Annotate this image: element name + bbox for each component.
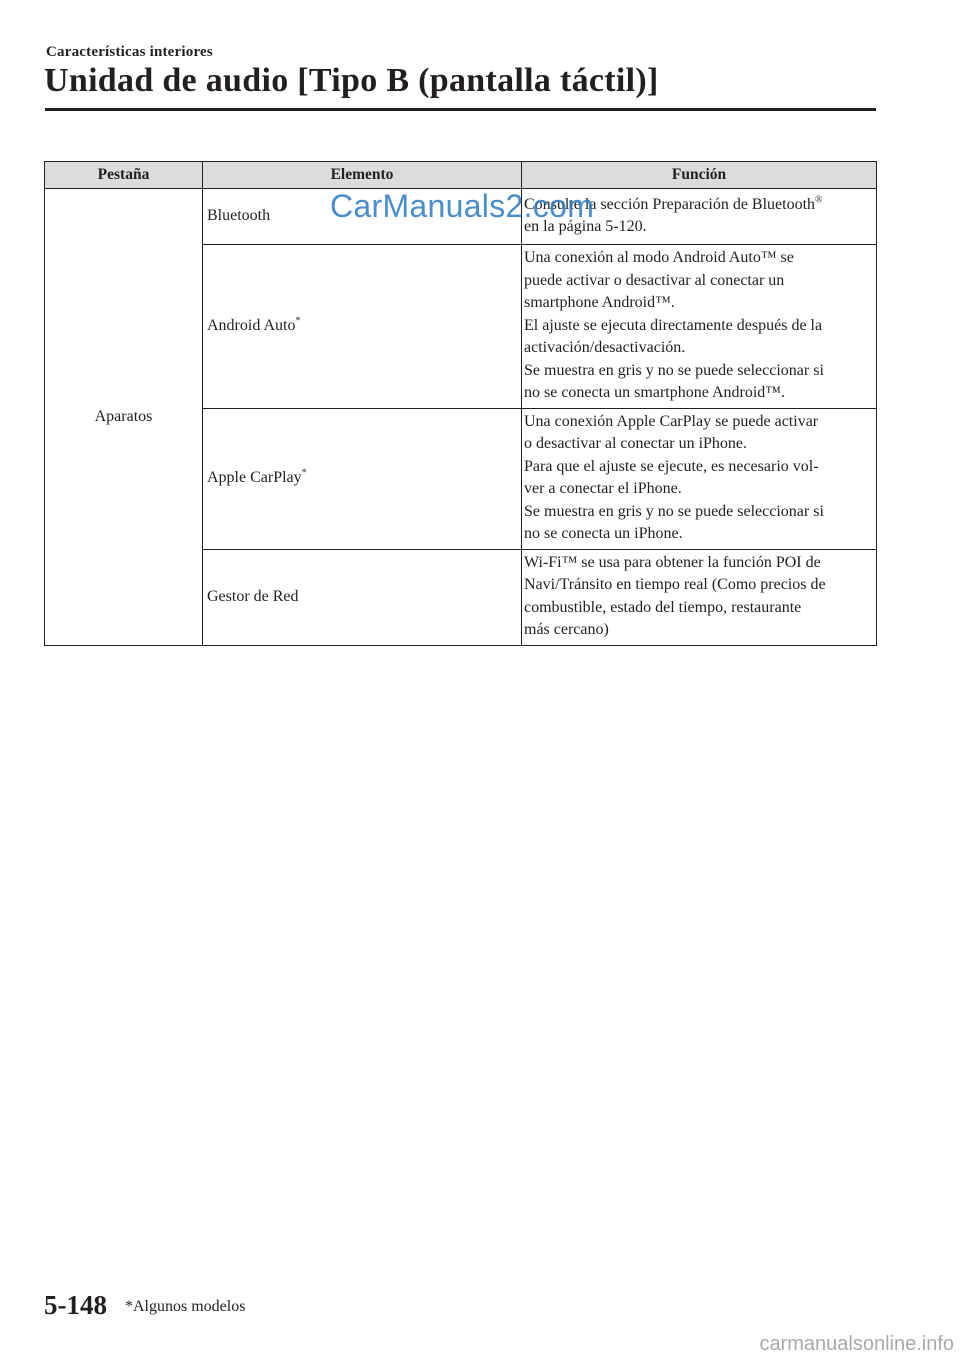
- column-header-tab: Pestaña: [45, 162, 203, 189]
- function-line: no se conecta un iPhone.: [524, 525, 683, 542]
- function-cell: [522, 549, 877, 645]
- function-line: Para que el ajuste se ejecute, es necesario vol-: [524, 457, 819, 475]
- function-line: Se muestra en gris y no se puede seleccionar si: [524, 361, 824, 379]
- section-label: Características interiores: [46, 44, 213, 60]
- page-number: 5-148: [44, 1290, 107, 1320]
- item-cell: [203, 245, 522, 409]
- footnote-mark: *: [301, 467, 307, 479]
- item-label: Bluetooth: [207, 207, 271, 225]
- title-divider: [45, 108, 876, 111]
- watermark: CarManuals2.com: [330, 188, 595, 224]
- function-line: puede activar o desactivar al conectar un: [524, 271, 785, 289]
- function-line: combustible, estado del tiempo, restaurante: [524, 598, 802, 616]
- function-line: Wi-Fi™ se usa para obtener la función POI de: [524, 553, 821, 571]
- function-line: Se muestra en gris y no se puede seleccionar si: [524, 502, 824, 520]
- function-line: o desactivar al conectar un iPhone.: [524, 435, 748, 452]
- footnote: *Algunos modelos: [125, 1298, 246, 1315]
- table-header-row: [45, 162, 877, 189]
- footnote-mark: *: [295, 315, 301, 327]
- function-line: Una conexión al modo Android Auto™ se: [524, 249, 794, 266]
- function-text: Consulte la sección Preparación de Bluetooth: [524, 195, 816, 213]
- function-line: en la página 5-120.: [524, 218, 647, 235]
- item-cell: [203, 549, 522, 645]
- function-line: no se conecta un smartphone Android™.: [524, 384, 785, 401]
- tab-cell-aparatos: Aparatos: [45, 189, 203, 646]
- function-line: smartphone Android™.: [524, 294, 675, 311]
- function-cell: [522, 245, 877, 409]
- function-line: más cercano): [524, 621, 609, 638]
- function-line: Una conexión Apple CarPlay se puede activar: [524, 412, 819, 430]
- site-watermark: carmanualsonline.info: [759, 1333, 954, 1355]
- item-label: Apple CarPlay: [207, 469, 302, 487]
- function-line: activación/desactivación.: [524, 339, 686, 356]
- item-label: Android Auto: [207, 317, 296, 334]
- item-label: Gestor de Red: [207, 587, 299, 605]
- function-cell: [522, 408, 877, 549]
- item-cell: [203, 408, 522, 549]
- settings-table: [44, 161, 877, 646]
- function-line: Navi/Tránsito en tiempo real (Como precios de: [524, 576, 826, 593]
- registered-mark: ®: [815, 194, 823, 206]
- function-line: ver a conectar el iPhone.: [524, 480, 682, 497]
- function-line: El ajuste se ejecuta directamente después de la: [524, 316, 823, 334]
- page-title: Unidad de audio [Tipo B (pantalla táctil)]: [44, 62, 659, 99]
- column-header-function: Función: [522, 162, 877, 189]
- column-header-item: Elemento: [203, 162, 522, 189]
